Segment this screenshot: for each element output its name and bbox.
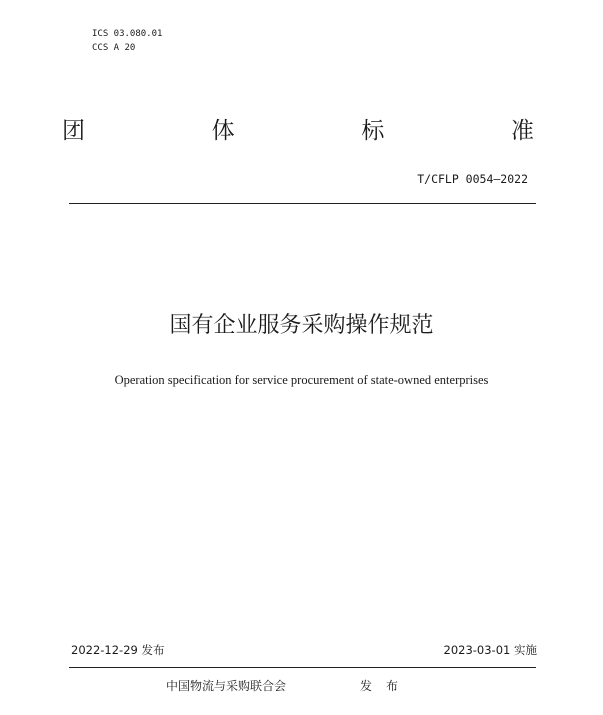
publisher-name: 中国物流与采购联合会: [166, 679, 287, 693]
title-english: Operation specification for service procurement of state-owned enterprises: [114, 373, 489, 387]
ccs-code: CCS A 20: [92, 43, 136, 53]
publish-label: 发布: [360, 679, 413, 693]
standard-type-char: 准: [510, 118, 534, 144]
title-chinese: 国有企业服务采购操作规范: [169, 313, 434, 338]
bottom-divider: [69, 667, 536, 668]
top-divider: [69, 203, 536, 204]
standard-number: T/CFLP 0054—2022: [417, 172, 528, 186]
ics-code: ICS 03.080.01: [92, 29, 163, 39]
standard-type-heading: [62, 117, 534, 145]
issue-date: 2022-12-29 发布: [71, 643, 165, 657]
implementation-date: 2023-03-01 实施: [443, 643, 537, 657]
standard-type-char: 团: [62, 118, 85, 144]
standard-type-char: 体: [211, 118, 235, 144]
standard-type-char: 标: [361, 118, 385, 144]
